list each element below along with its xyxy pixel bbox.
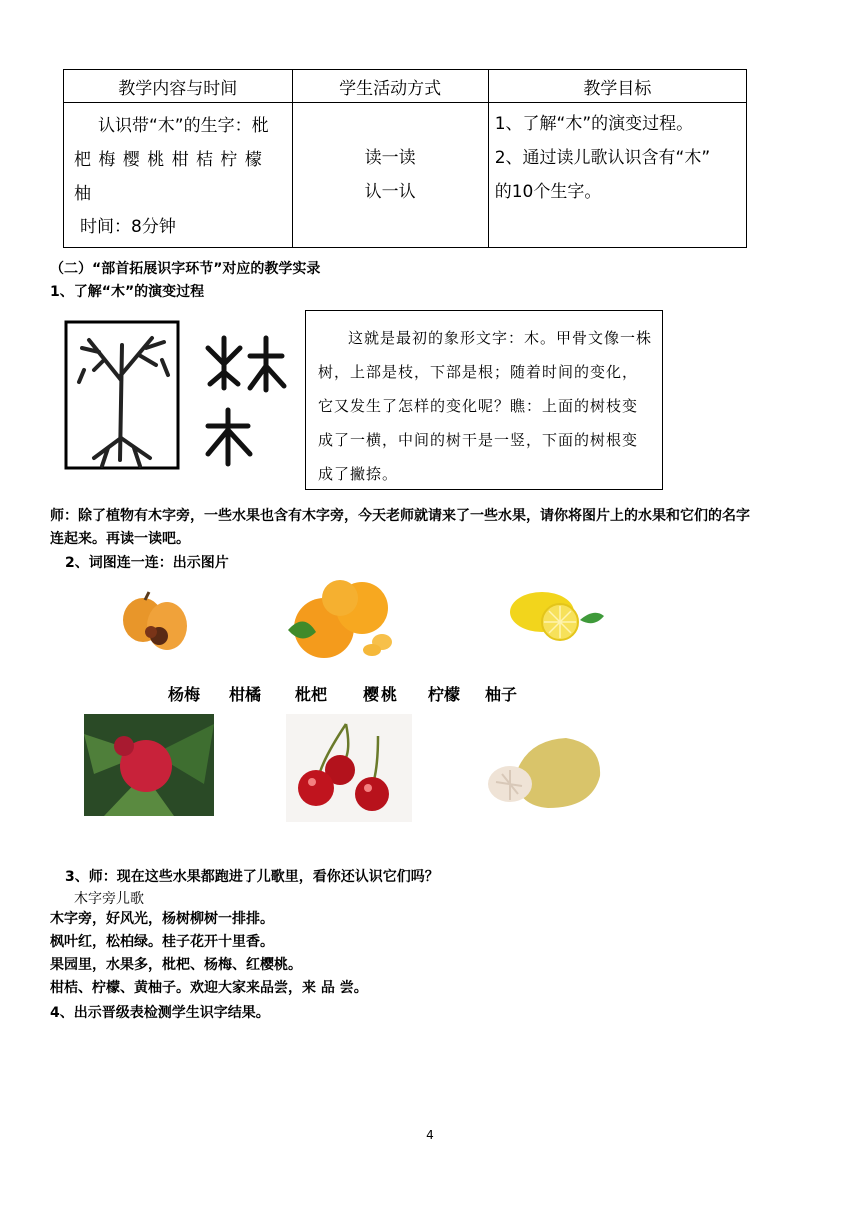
fruit-name-youzi: 柚子 — [485, 685, 518, 704]
activity-cell — [292, 103, 488, 248]
lemon-image — [502, 586, 606, 644]
rhyme-line-2: 枫叶红，松柏绿。桂子花开十里香。 — [50, 934, 274, 950]
mu-character-evolution-image — [200, 330, 296, 468]
content-line-1: 认识带“木”的生字：枇 — [98, 116, 269, 136]
fruit-name-ganju: 柑橘 — [229, 685, 262, 704]
evolution-note-box — [305, 310, 663, 490]
activity-recognize: 认一认 — [364, 182, 416, 202]
orange-image — [282, 576, 400, 662]
fruit-name-yangmei: 杨梅 — [168, 685, 201, 704]
pomelo-image — [484, 730, 608, 814]
rhyme-line-4: 柑桔、柠檬、黄柚子。欢迎大家来品尝，来 品 尝。 — [50, 980, 368, 996]
rhyme-line-3: 果园里，水果多，枇杷、杨梅、红樱桃。 — [50, 957, 302, 973]
step1-title: 1、了解“木”的演变过程 — [50, 284, 205, 300]
teacher-line-a: 师：除了植物有木字旁，一些水果也含有木字旁，今天老师就请来了一些水果，请你将图片上的水果和它们的名字 — [50, 508, 750, 524]
header-content-time: 教学内容与时间 — [64, 70, 293, 103]
rhyme-title: 木字旁儿歌 — [74, 891, 144, 907]
goal-1: 1、了解“木”的演变过程。 — [494, 114, 694, 134]
goal-cell — [488, 103, 746, 248]
step4-title: 4、出示晋级表检测学生识字结果。 — [50, 1005, 270, 1021]
bayberry-image — [84, 714, 214, 816]
page-number: 4 — [426, 1128, 434, 1142]
fruit-name-yingtao: 樱桃 — [363, 685, 400, 704]
goal-2b: 的10个生字。 — [494, 182, 602, 202]
content-line-3: 柚 — [74, 184, 91, 204]
section2-title: （二）“部首拓展识字环节”对应的教学实录 — [50, 261, 321, 277]
content-time: 时间：8分钟 — [80, 217, 176, 237]
content-line-2: 杷 梅 樱 桃 柑 桔 柠 檬 — [74, 150, 263, 170]
step3-title: 3、师：现在这些水果都跑进了儿歌里，看你还认识它们吗？ — [65, 869, 439, 885]
activity-read: 读一读 — [364, 148, 416, 168]
teacher-line-b: 连起来。再读一读吧。 — [50, 531, 190, 547]
content-cell — [64, 103, 293, 248]
fruit-name-ningmeng: 柠檬 — [428, 685, 461, 704]
header-goal: 教学目标 — [488, 70, 746, 103]
rhyme-body — [50, 908, 368, 1000]
teacher-instruction — [50, 505, 830, 551]
step2-title: 2、词图连一连：出示图片 — [65, 555, 229, 571]
fruit-name-pipa: 枇杷 — [295, 685, 328, 704]
goal-2a: 2、通过读儿歌认识含有“木” — [494, 148, 711, 168]
evolution-note-text: 这就是最初的象形文字：木。甲骨文像一株树，上部是枝，下部是根；随着时间的变化，它又发生了怎样的变化呢？瞧：上面的树枝变成了一横，中间的树干是一竖，下面的树根变成了撇捺。 — [318, 329, 653, 483]
loquat-image — [115, 586, 195, 662]
lesson-plan-table — [63, 69, 747, 248]
cherry-image — [286, 714, 412, 822]
header-activity: 学生活动方式 — [292, 70, 488, 103]
rhyme-line-1: 木字旁，好风光，杨树柳树一排排。 — [50, 911, 274, 927]
tree-pictograph-image — [64, 320, 180, 470]
